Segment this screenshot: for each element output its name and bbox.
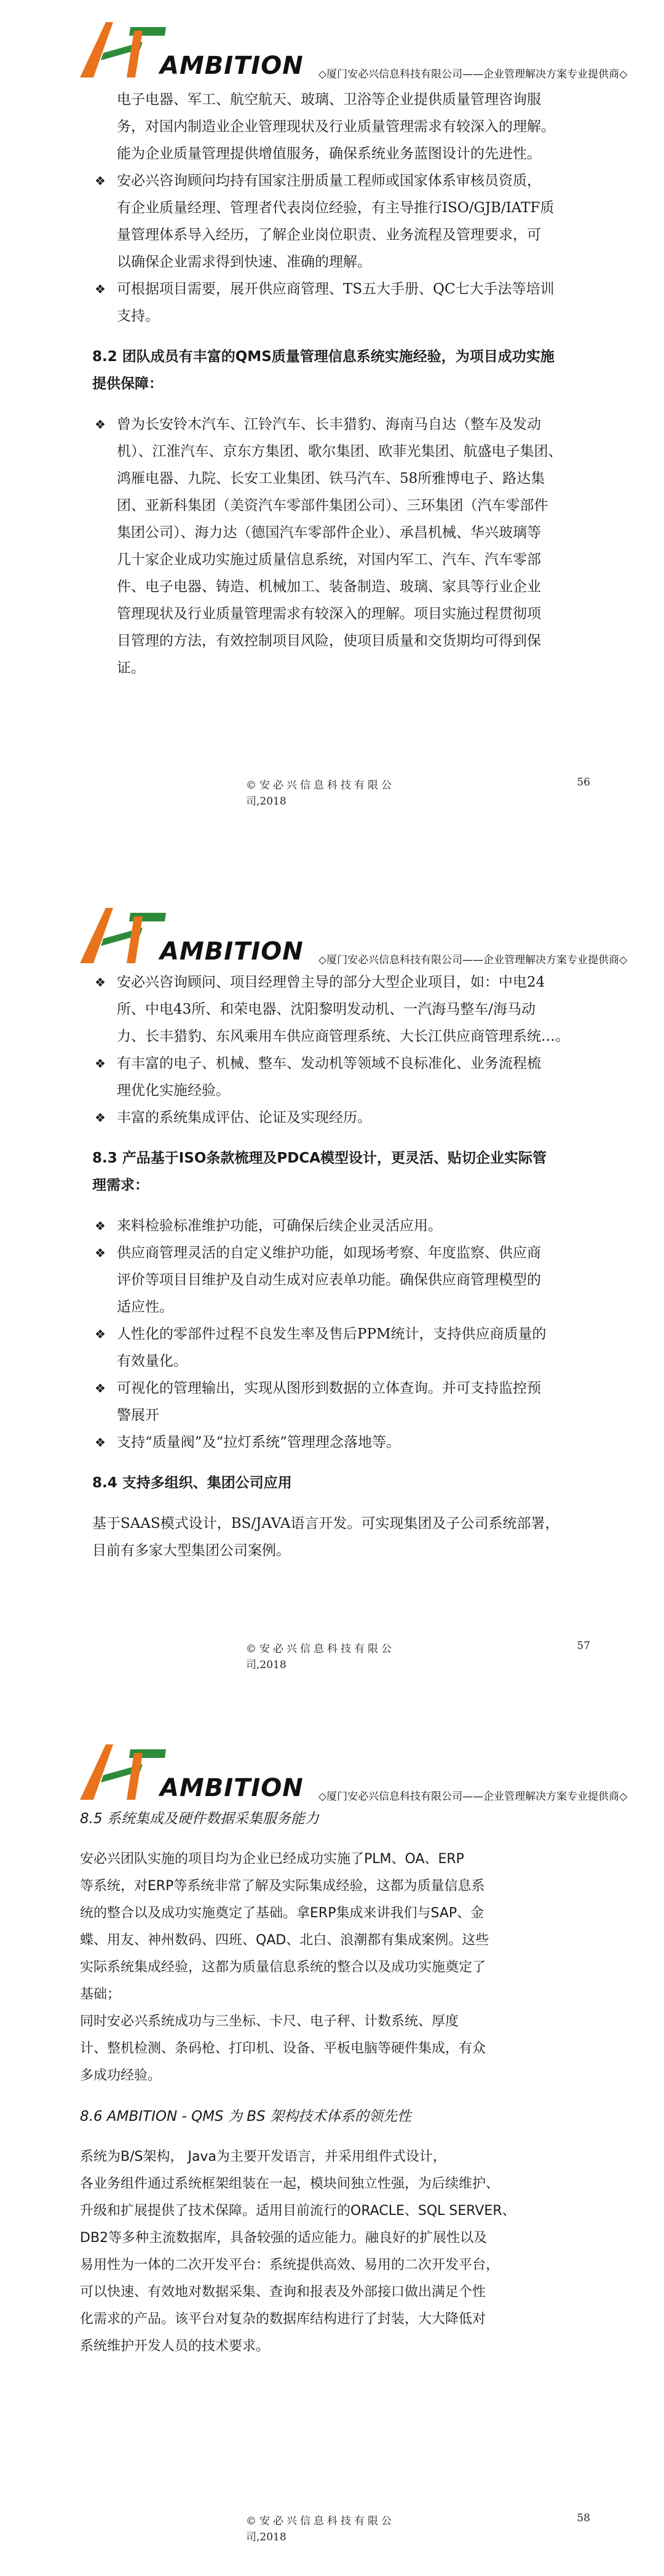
bullet-text: 安必兴咨询顾问均持有国家注册质量工程师或国家体系审核员资质， [117,173,541,189]
page-header [74,903,628,971]
body-line: 团、亚新科集团（美资汽车零部件集团公司）、三环集团（汽车零部件 [117,498,548,514]
bullet-text: 丰富的系统集成评估、论证及实现经历。 [117,1110,371,1126]
bullet-text: 曾为长安铃木汽车、江铃汽车、长丰猎豹、海南马自达（整车及发动 [117,416,541,432]
copyright-text-2: 司,2018 [246,1659,287,1671]
section-heading: 8.2 团队成员有丰富的QMS质量管理信息系统实施经验，为项目成功实施 [92,349,555,365]
brand-name: AMBITION [160,1774,304,1802]
body-line: 理优化实施经验。 [117,1083,230,1099]
bullet-item [92,1321,584,1348]
document-page-58 [0,1722,664,2576]
section-heading: 8.3 产品基于ISO条款梳理及PDCA模型设计，更灵活、贴切企业实际管 [92,1150,547,1166]
copyright-text: ©安必兴信息科技有限公 [246,1643,395,1655]
bullet-item [92,1050,584,1077]
body-line: 鸿雁电器、九院、长安工业集团、铁马汽车、58所雅博电子、路达集 [117,471,545,487]
bullet-item [92,969,584,996]
bullet-text: 支持“质量阀”及“拉灯系统”管理理念落地等。 [117,1434,401,1450]
section-heading: 8.5 系统集成及硬件数据采集服务能力 [80,1811,319,1827]
ambition-logo-icon [74,903,166,971]
bullet-item [92,411,584,438]
section-heading: 8.4 支持多组织、集团公司应用 [92,1475,292,1491]
body-line: 可以快速、有效地对数据采集、查询和报表及外部接口做出满足个性 [80,2284,486,2300]
body-line: 同时安必兴系统成功与三坐标、卡尺、电子秤、计数系统、厚度 [80,2014,459,2029]
body-line: 蝶、用友、神州数码、四班、QAD、北白、浪潮都有集成案例。这些 [80,1933,489,1948]
ambition-logo-icon [74,1739,166,1807]
spacer [92,1497,584,1510]
ambition-logo-icon [74,17,166,85]
bullet-item [92,1429,584,1456]
body-line: 升级和扩展提供了技术保障。适用目前流行的ORACLE、SQL SERVER、 [80,2203,516,2219]
page-number: 58 [577,2512,590,2524]
header-tagline: ◇厦门安必兴信息科技有限公司——企业管理解决方案专业提供商◇ [318,1791,628,1803]
body-line: 管理现状及行业质量管理需求有较深入的理解。项目实施过程贯彻项 [117,606,541,622]
bullet-diamond-icon: ❖ [95,282,106,296]
bullet-diamond-icon: ❖ [95,1246,106,1260]
bullet-diamond-icon: ❖ [95,1218,106,1233]
bullet-diamond-icon: ❖ [95,1435,106,1450]
spacer [92,1131,584,1145]
bullet-item [92,276,584,303]
spacer [80,2130,572,2144]
header-tagline: ◇厦门安必兴信息科技有限公司——企业管理解决方案专业提供商◇ [318,68,628,81]
body-line: 务，对国内制造业企业管理现状及行业质量管理需求有较深入的理解。 [117,119,555,135]
spacer [92,1199,584,1212]
spacer [92,1456,584,1469]
bullet-item [92,1375,584,1402]
brand-name: AMBITION [160,52,304,80]
body-line: 力、长丰猎豹、东风乘用车供应商管理系统、大长江供应商管理系统…。 [117,1028,569,1044]
body-line: 化需求的产品。该平台对复杂的数据库结构进行了封装，大大降低对 [80,2312,486,2327]
page-content [80,1805,572,2360]
body-line: 系统为B/S架构， Java为主要开发语言，并采用组件式设计， [80,2149,446,2165]
bullet-diamond-icon: ❖ [95,1056,106,1071]
body-line: 实际系统集成经验，这都为质量信息系统的整合以及成功实施奠定了 [80,1960,486,1975]
body-line: 证。 [117,660,145,676]
bullet-diamond-icon: ❖ [95,975,106,990]
page-header [74,1739,628,1807]
brand-name: AMBITION [160,937,304,966]
body-line: 量管理体系导入经历，了解企业岗位职责、业务流程及管理要求，可 [117,227,541,243]
page-content [92,86,584,682]
body-line: 各业务组件通过系统框架组装在一起，模块间独立性强，为后续维护、 [80,2176,500,2192]
bullet-diamond-icon: ❖ [95,1110,106,1125]
section-heading: 提供保障： [92,376,163,392]
body-line: 机）、江淮汽车、京东方集团、歌尔集团、欧菲光集团、航盛电子集团、 [117,443,563,459]
bullet-item [92,167,584,194]
bullet-item [92,1104,584,1131]
body-line: 以确保企业需求得到快速、准确的理解。 [117,254,371,270]
body-line: 计、整机检测、条码枪、打印机、设备、平板电脑等硬件集成，有众 [80,2041,486,2056]
document-page-57 [0,886,664,1685]
body-line: 目前有多家大型集团公司案例。 [92,1543,290,1559]
body-line: 有企业质量经理、管理者代表岗位经验，有主导推行ISO/GJB/IATF质 [117,200,555,216]
body-line: 所、中电43所、和荣电器、沈阳黎明发动机、一汽海马整车/海马动 [117,1001,536,1017]
body-line: 集团公司）、海力达（德国汽车零部件企业）、承昌机械、华兴玻璃等 [117,525,541,541]
body-line: DB2等多种主流数据库，具备较强的适应能力。融良好的扩展性以及 [80,2230,488,2246]
body-line: 易用性为一体的二次开发平台：系统提供高效、易用的二次开发平台， [80,2257,500,2273]
bullet-diamond-icon: ❖ [95,1381,106,1396]
body-line: 安必兴团队实施的项目均为企业已经成功实施了PLM、OA、ERP [80,1851,464,1867]
document-page-56 [0,0,664,849]
bullet-item [92,1239,584,1266]
spacer [80,1832,572,1846]
page-content [92,969,584,1564]
bullet-diamond-icon: ❖ [95,173,106,188]
body-line: 等系统，对ERP等系统非常了解及实际集成经验，这都为质量信息系 [80,1878,485,1894]
bullet-item [92,1212,584,1239]
bullet-text: 安必兴咨询顾问、项目经理曾主导的部分大型企业项目，如：中电24 [117,974,545,990]
bullet-text: 来料检验标准维护功能，可确保后续企业灵活应用。 [117,1218,442,1234]
body-line: 多成功经验。 [80,2068,162,2083]
body-line: 电子电器、军工、航空航天、玻璃、卫浴等企业提供质量管理咨询服 [117,92,541,108]
section-heading: 8.6 AMBITION - QMS 为 BS 架构技术体系的领先性 [80,2109,411,2125]
bullet-text: 有丰富的电子、机械、整车、发动机等领域不良标准化、业务流程梳 [117,1055,541,1071]
body-line: 统的整合以及成功实施奠定了基础。拿ERP集成来讲我们与SAP、金 [80,1906,484,1921]
body-line: 支持。 [117,308,159,324]
body-line: 警展开 [117,1407,159,1423]
bullet-diamond-icon: ❖ [95,417,106,432]
spacer [92,397,584,411]
bullet-text: 供应商管理灵活的自定义维护功能，如现场考察、年度监察、供应商 [117,1245,541,1261]
bullet-text: 可视化的管理输出，实现从图形到数据的立体查询。并可支持监控预 [117,1380,541,1396]
body-line: 基于SAAS模式设计，BS/JAVA语言开发。可实现集团及子公司系统部署， [92,1516,559,1532]
bullet-text: 可根据项目需要，展开供应商管理、TS五大手册、QC七大手法等培训 [117,281,555,297]
body-line: 适应性。 [117,1299,173,1315]
spacer [80,2089,572,2103]
body-line: 能为企业质量管理提供增值服务，确保系统业务蓝图设计的先进性。 [117,146,541,162]
body-line: 几十家企业成功实施过质量信息系统，对国内军工、汽车、汽车零部 [117,552,541,568]
body-line: 目管理的方法，有效控制项目风险，使项目质量和交货期均可得到保 [117,633,541,649]
body-line: 件、电子电器、铸造、机械加工、装备制造、玻璃、家具等行业企业 [117,579,541,595]
bullet-text: 人性化的零部件过程不良发生率及售后PPM统计，支持供应商质量的 [117,1326,547,1342]
spacer [92,330,584,343]
body-line: 基础； [80,1987,121,2002]
page-number: 57 [577,1640,590,1652]
section-heading: 理需求： [92,1177,149,1193]
body-line: 系统维护开发人员的技术要求。 [80,2339,270,2354]
header-tagline: ◇厦门安必兴信息科技有限公司——企业管理解决方案专业提供商◇ [318,954,628,966]
bullet-diamond-icon: ❖ [95,1327,106,1342]
body-line: 评价等项目目维护及自动生成对应表单功能。确保供应商管理模型的 [117,1272,541,1288]
copyright-text-2: 司,2018 [246,795,287,808]
body-line: 有效量化。 [117,1353,188,1369]
copyright-text: ©安必兴信息科技有限公 [246,779,395,792]
copyright-text: ©安必兴信息科技有限公 [246,2515,395,2527]
copyright-text-2: 司,2018 [246,2531,287,2543]
page-header [74,17,628,85]
page-number: 56 [577,776,590,789]
